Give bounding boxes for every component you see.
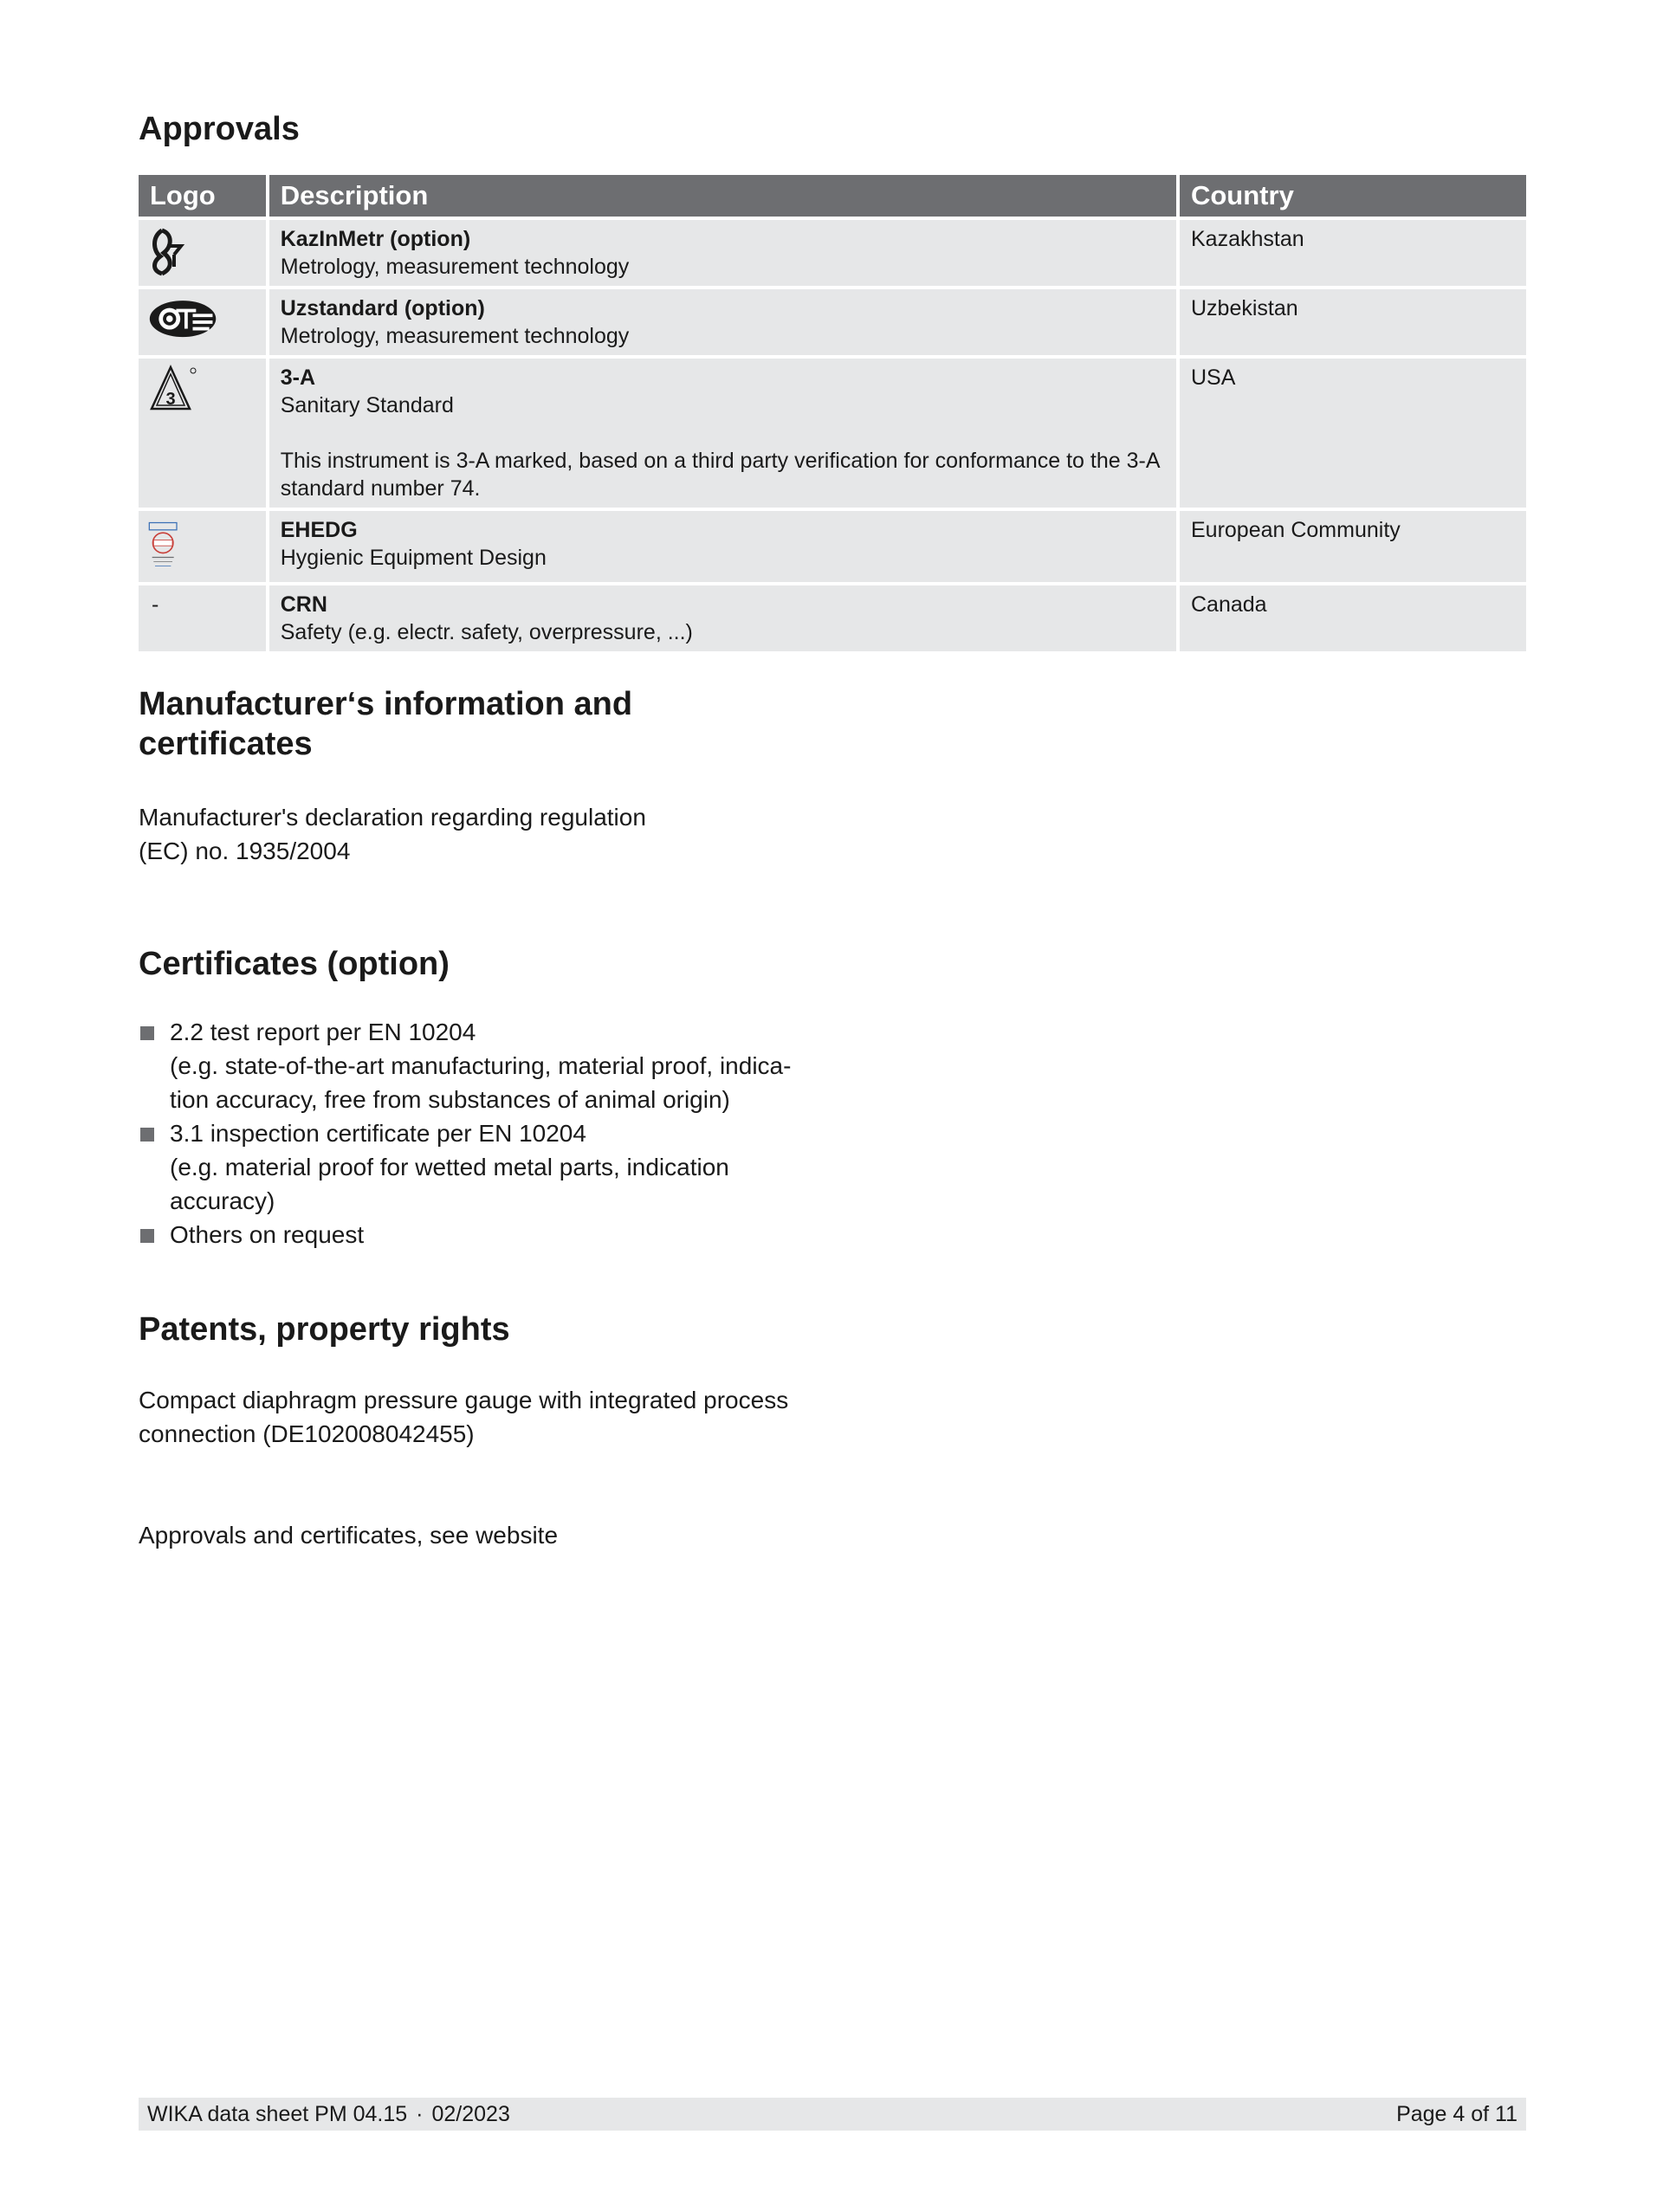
table-header-row [139,175,1526,217]
bullet-square-icon [140,1229,154,1243]
list-item [139,1015,849,1116]
description-cell [269,582,1180,651]
description-cell [269,508,1180,582]
bullet-square-icon [140,1128,154,1142]
list-item-line: 2.2 test report per EN 10204 [170,1019,476,1045]
column-header-description: Description [269,175,1180,217]
footer-page-number: Page 4 of 11 [1396,2102,1517,2126]
logo-cell [139,217,269,286]
3a-logo-text: 3 [165,390,176,409]
3a-logo-icon [146,364,198,416]
manufacturer-heading [139,684,632,764]
approval-subtitle: Metrology, measurement technology [280,255,630,279]
patents-text [139,1383,788,1451]
footer-doc-info [147,2098,510,2131]
description-cell [269,217,1180,286]
patents-heading: Patents, property rights [139,1311,510,1348]
approval-subtitle: Safety (e.g. electr. safety, overpressure, ...) [280,620,693,644]
manufacturer-heading-line1: Manufacturer‘s information and [139,686,633,722]
certificates-heading: Certificates (option) [139,946,450,982]
uzstandard-logo-icon [146,294,221,346]
list-item [139,1116,849,1218]
approval-title: CRN [280,592,327,617]
column-header-country: Country [1180,175,1526,217]
bullet-square-icon [140,1026,154,1040]
table-row [139,286,1526,355]
logo-cell [139,355,269,508]
approvals-table [139,175,1526,651]
footer-separator: · [416,2102,424,2126]
country-cell: European Community [1180,508,1526,582]
patents-text-line2: connection (DE102008042455) [139,1420,475,1447]
country-cell: Uzbekistan [1180,286,1526,355]
approval-title: 3-A [280,365,316,390]
footer-date: 02/2023 [431,2102,510,2126]
logo-cell [139,286,269,355]
list-item-line: tion accuracy, free from substances of animal origin) [170,1086,730,1113]
manufacturer-heading-line2: certificates [139,726,313,762]
description-cell [269,355,1180,508]
list-item-line: Others on request [170,1221,365,1248]
page-footer [139,2098,1526,2131]
list-item-line: accuracy) [170,1187,275,1214]
approval-title: EHEDG [280,518,358,542]
list-item [139,1218,849,1252]
approval-subtitle: Sanitary Standard [280,393,454,417]
description-cell [269,286,1180,355]
approval-title: KazInMetr (option) [280,227,471,251]
table-row [139,355,1526,508]
list-item-line: (e.g. material proof for wetted metal parts, indication [170,1154,729,1180]
website-note: Approvals and certificates, see website [139,1522,559,1549]
list-item-line: 3.1 inspection certificate per EN 10204 [170,1120,586,1147]
certificates-list [139,1015,849,1252]
approval-note: This instrument is 3-A marked, based on a third party verification for conformance to the 3-A standard number 74. [280,449,1160,501]
table-row [139,508,1526,582]
no-logo-dash: - [152,592,159,617]
kazinmetr-logo-icon [146,225,198,277]
column-header-logo: Logo [139,175,269,217]
approvals-heading: Approvals [139,111,300,147]
manufacturer-text [139,800,646,868]
footer-doc-ref: WIKA data sheet PM 04.15 [147,2102,408,2126]
logo-cell [139,508,269,582]
manufacturer-text-line1: Manufacturer's declaration regarding regulation [139,804,646,831]
table-row [139,582,1526,651]
approval-subtitle: Metrology, measurement technology [280,324,630,348]
ehedg-logo-icon [146,516,190,577]
approval-title: Uzstandard (option) [280,296,485,320]
country-cell: Canada [1180,582,1526,651]
patents-text-line1: Compact diaphragm pressure gauge with integrated process [139,1387,789,1413]
list-item-line: (e.g. state-of-the-art manufacturing, material proof, indica- [170,1052,792,1079]
table-row [139,217,1526,286]
data-sheet-page [139,0,1524,2212]
approval-subtitle: Hygienic Equipment Design [280,546,547,570]
country-cell: USA [1180,355,1526,508]
country-cell: Kazakhstan [1180,217,1526,286]
logo-cell [139,582,269,651]
manufacturer-text-line2: (EC) no. 1935/2004 [139,838,351,864]
